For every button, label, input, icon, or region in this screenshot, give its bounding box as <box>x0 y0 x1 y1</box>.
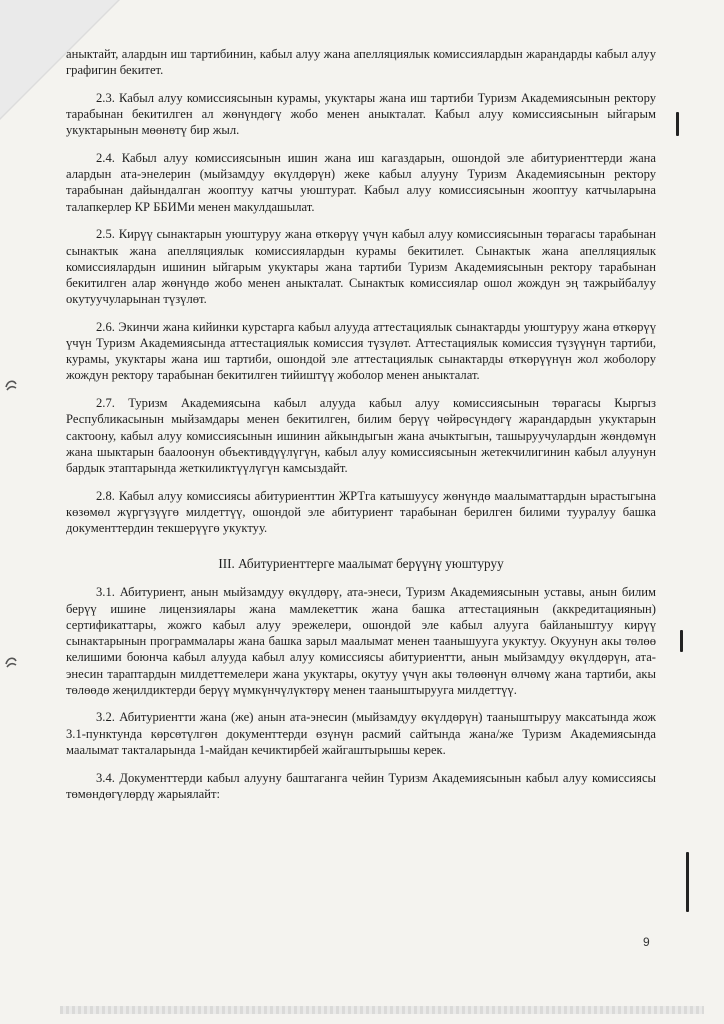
paragraph-2-8: 2.8. Кабыл алуу комиссиясы абитуриенттин ЖРТга катышуусу жөнүндө маалыматтардын ырастыгына көзөмөл жүргүзүүгө милдеттүү, ошондой эле абитуриент тарабынан берилген билими тууралуу башка документтердин текшерүүгө укуктуу. <box>66 488 656 536</box>
section-heading: III. Абитуриенттерге маалымат берүүнү уюштуруу <box>218 556 504 572</box>
paragraph-2-3: 2.3. Кабыл алуу комиссиясынын курамы, укуктары жана иш тартиби Туризм Академиясынын ректору тарабынан бекитилген ал жөнүндөгү жобо менен аныкталат. Кабыл алуу комиссиясынын ыйгарым укуктарынын мөөнөтү бир жыл. <box>66 90 656 138</box>
paragraph: аныктайт, алардын иш тартибинин, кабыл алуу жана апелляциялык комиссиялардын жарандарды кабыл алуу графигин бекитет. <box>66 47 656 78</box>
punch-hole-icon <box>4 655 18 673</box>
punch-hole-icon <box>4 378 18 396</box>
document-body <box>66 46 656 813</box>
paragraph-2-7: 2.7. Туризм Академиясына кабыл алууда кабыл алуу комиссиясынын төрагасы Кыргыз Республикасынын мыйзамдары менен бекитилген, билим берүү чөйрөсүндөгү жарандардын укуктарын сактоону, кабыл алуу комиссиясынын ишинин айкындыгын жана ачыктыгын, ташыруучулардын жөндөмүн жана шыктарын баалоонун объективдүүлүгүн, кабыл алуу комиссиясынын жетекчилигинин кабыл алуунун бардык этаптарында жеткиликтүүлүгүн камсыздайт. <box>66 396 656 475</box>
paragraph-3-2: 3.2. Абитуриентти жана (же) анын ата-энесин (мыйзамдуу өкүлдөрүн) тааныштыруу максатында жож 3.1-пунктунда көрсөтүлгөн документтерди өзүнүн расмий сайтында жана/же Туризм Академиясында маалымат такталарында 1-майдан кечиктирбей жайгаштырышы керек. <box>66 710 656 757</box>
scan-bottom-edge <box>60 1006 704 1014</box>
page-number: 9 <box>643 935 650 949</box>
paragraph-3-4: 3.4. Документтерди кабыл алууну баштаганга чейин Туризм Академиясынын кабыл алуу комиссиясы төмөндөгүлөрдү жарыялайт: <box>66 770 656 801</box>
binder-mark <box>676 112 679 136</box>
binder-mark <box>680 630 683 652</box>
paragraph-2-5: 2.5. Кирүү сынактарын уюштуруу жана өткөрүү үчүн кабыл алуу комиссиясынын төрагасы тарабынан сынактык жана апелляциялык комиссиялардын курамы бекитилет. Сынактык жана апелляциялык комиссиялардын ишинин ыйгарым укуктары жана тартиби Туризм Академиясынын ректору тарабынан бекитилген алар жөнүндө жобо менен аныкталат. Сынактык комиссиялар ошол жождун эң тажрыйбалуу окутуучуларынан түзүлөт. <box>66 227 656 307</box>
paragraph-2-6: 2.6. Экинчи жана кийинки курстарга кабыл алууда аттестациялык сынактарды уюштуруу жана өткөрүү үчүн Туризм Академиясында аттестациялык комиссия түзүлөт. Аттестациялык комиссия түзүүнүн тартиби, курамы, укуктары жана иш тартиби, ошондой эле аттестациялык сынактарды өткөрүүнүн жол жоболору жождун ректору тарабынан бекитилген тийиштүү жоболор менен аныкталат. <box>66 319 656 383</box>
paragraph-3-1: 3.1. Абитуриент, анын мыйзамдуу өкүлдөрү, ата-энеси, Туризм Академиясынын уставы, анын билим берүү ишине лицензиялары жана мамлекеттик жана башка аттестациянын (аккредитациянын) сертификаттары, жожго кабыл алуу эрежелери, ошондой эле кабыл алууга байланыштуу кирүү сынактарынын программалары жана башка зарыл маалымат менен таанышууга укуктуу. Окуунун акы төлөө келишими боюнча кабыл алууда кабыл алуу комиссиясы абитуриентти, анын мыйзамдуу өкүлдөрүн, ата-энесин тараптардын милдеттемелери жана укуктары, окутуу үчүн акы төлөөнүн өлчөмү жана тартиби, акы төлөөдө жеңилдиктерди берүү мүмкүнчүлүктөрү менен тааныштырууга милдеттүү. <box>66 585 656 697</box>
binder-mark <box>686 852 689 912</box>
paragraph-2-4: 2.4. Кабыл алуу комиссиясынын ишин жана иш кагаздарын, ошондой эле абитуриенттерди жана алардын ата-энелерин (мыйзамдуу өкүлдөрүн) жеке кабыл алууну Туризм Академиясынын ректору тарабынан дайындалган жооптуу катчы уюштурат. Кабыл алуу комиссиясынын жооптуу катчыларына талапкерлер КР ББИМи менен макулдашылат. <box>66 151 656 214</box>
